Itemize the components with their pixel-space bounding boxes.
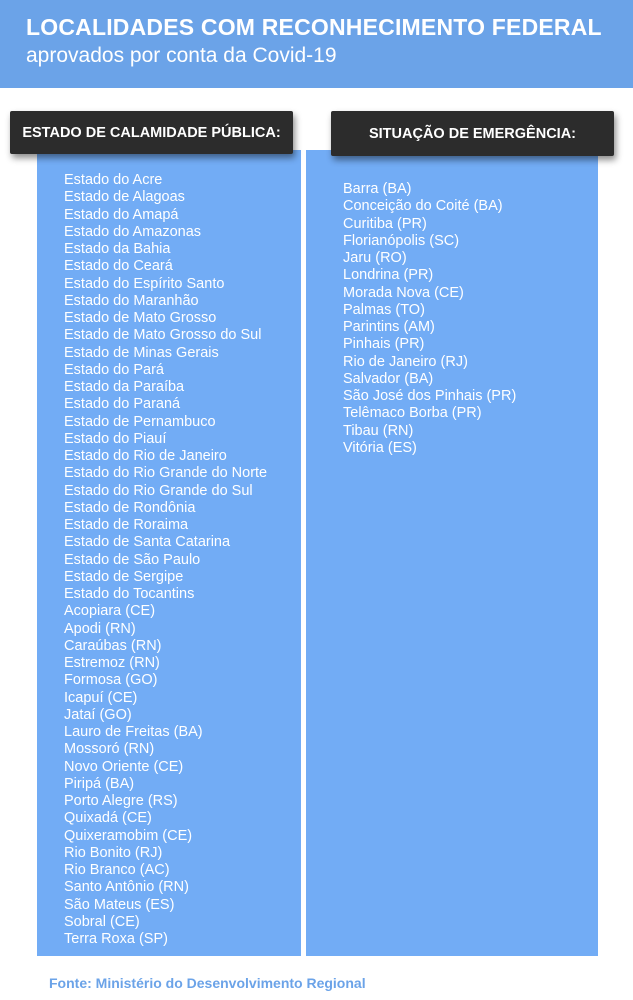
list-item: Londrina (PR) (343, 267, 434, 284)
list-item: Estado do Amapá (64, 206, 179, 223)
calamidade-heading: ESTADO DE CALAMIDADE PÚBLICA: (10, 111, 293, 154)
list-item: Vitória (ES) (343, 439, 417, 456)
list-item: Estado de Mato Grosso (64, 310, 217, 326)
list-item: Estado do Ceará (64, 258, 173, 275)
emergencia-heading: SITUAÇÃO DE EMERGÊNCIA: (331, 111, 614, 156)
source-note: Fonte: Ministério do Desenvolvimento Regional (49, 975, 366, 991)
list-item: Acopiara (CE) (64, 603, 156, 620)
page-subtitle: aprovados por conta da Covid-19 (26, 44, 337, 67)
calamidade-list (64, 172, 267, 948)
list-item: Estado do Rio Grande do Sul (64, 482, 253, 499)
list-item: Estremoz (RN) (64, 655, 160, 671)
list-item: Jaru (RO) (343, 250, 407, 266)
list-item: Estado de Mato Grosso do Sul (64, 327, 262, 344)
list-item: Quixadá (CE) (64, 810, 152, 827)
list-item: Estado do Rio de Janeiro (64, 448, 227, 464)
list-item: Estado da Bahia (64, 241, 171, 257)
list-item: Mossoró (RN) (64, 741, 155, 758)
list-item: Rio de Janeiro (RJ) (343, 353, 468, 370)
list-item: Estado de Minas Gerais (64, 344, 219, 361)
list-item: Pinhais (PR) (343, 336, 425, 353)
list-item: Estado de Pernambuco (64, 413, 216, 430)
list-item: Quixeramobim (CE) (64, 827, 193, 844)
list-item: Estado do Acre (64, 172, 163, 188)
list-item: Estado de Santa Catarina (64, 534, 231, 551)
list-item: Barra (BA) (343, 181, 412, 197)
list-item: Salvador (BA) (343, 370, 434, 387)
list-item: Novo Oriente (CE) (64, 758, 184, 775)
emergencia-list (343, 181, 516, 457)
list-item: Estado do Piauí (64, 430, 167, 447)
list-item: Rio Bonito (RJ) (64, 844, 163, 861)
list-item: Estado do Maranhão (64, 292, 199, 309)
page-title: LOCALIDADES COM RECONHECIMENTO FEDERAL (26, 14, 602, 40)
list-item: Sobral (CE) (64, 913, 140, 930)
list-item: Lauro de Freitas (BA) (64, 724, 203, 740)
list-item: Telêmaco Borba (PR) (343, 405, 482, 422)
list-item: Jataí (GO) (64, 706, 132, 723)
list-item: Morada Nova (CE) (343, 284, 464, 301)
list-item: Porto Alegre (RS) (64, 793, 178, 809)
list-item: Florianópolis (SC) (343, 232, 460, 249)
list-item: Piripá (BA) (64, 775, 135, 792)
list-item: Estado de Roraima (64, 517, 189, 533)
list-item: São José dos Pinhais (PR) (343, 388, 517, 404)
list-item: Estado do Pará (64, 361, 164, 378)
list-item: Santo Antônio (RN) (64, 879, 189, 896)
list-item: Estado de Sergipe (64, 568, 184, 585)
list-item: Estado do Espírito Santo (64, 275, 225, 292)
list-item: Parintins (AM) (343, 319, 435, 335)
list-item: Estado do Paraná (64, 396, 181, 413)
list-item: Palmas (TO) (343, 301, 425, 318)
list-item: Rio Branco (AC) (64, 862, 170, 878)
header-banner (0, 0, 633, 88)
list-item: Estado de Alagoas (64, 189, 185, 206)
list-item: Conceição do Coité (BA) (343, 198, 503, 215)
list-item: Curitiba (PR) (343, 215, 427, 232)
list-item: Estado do Rio Grande do Norte (64, 465, 268, 482)
list-item: Estado do Amazonas (64, 223, 202, 240)
list-item: Caraúbas (RN) (64, 637, 162, 654)
list-item: Terra Roxa (SP) (64, 931, 168, 947)
list-item: Formosa (GO) (64, 672, 158, 689)
list-item: Estado de Rondônia (64, 499, 196, 516)
list-item: Estado do Tocantins (64, 586, 195, 602)
list-item: Icapuí (CE) (64, 689, 138, 706)
list-item: Tibau (RN) (343, 422, 414, 439)
list-item: Estado da Paraíba (64, 379, 185, 395)
list-item: Estado de São Paulo (64, 551, 201, 568)
list-item: São Mateus (ES) (64, 896, 175, 913)
list-item: Apodi (RN) (64, 620, 136, 637)
